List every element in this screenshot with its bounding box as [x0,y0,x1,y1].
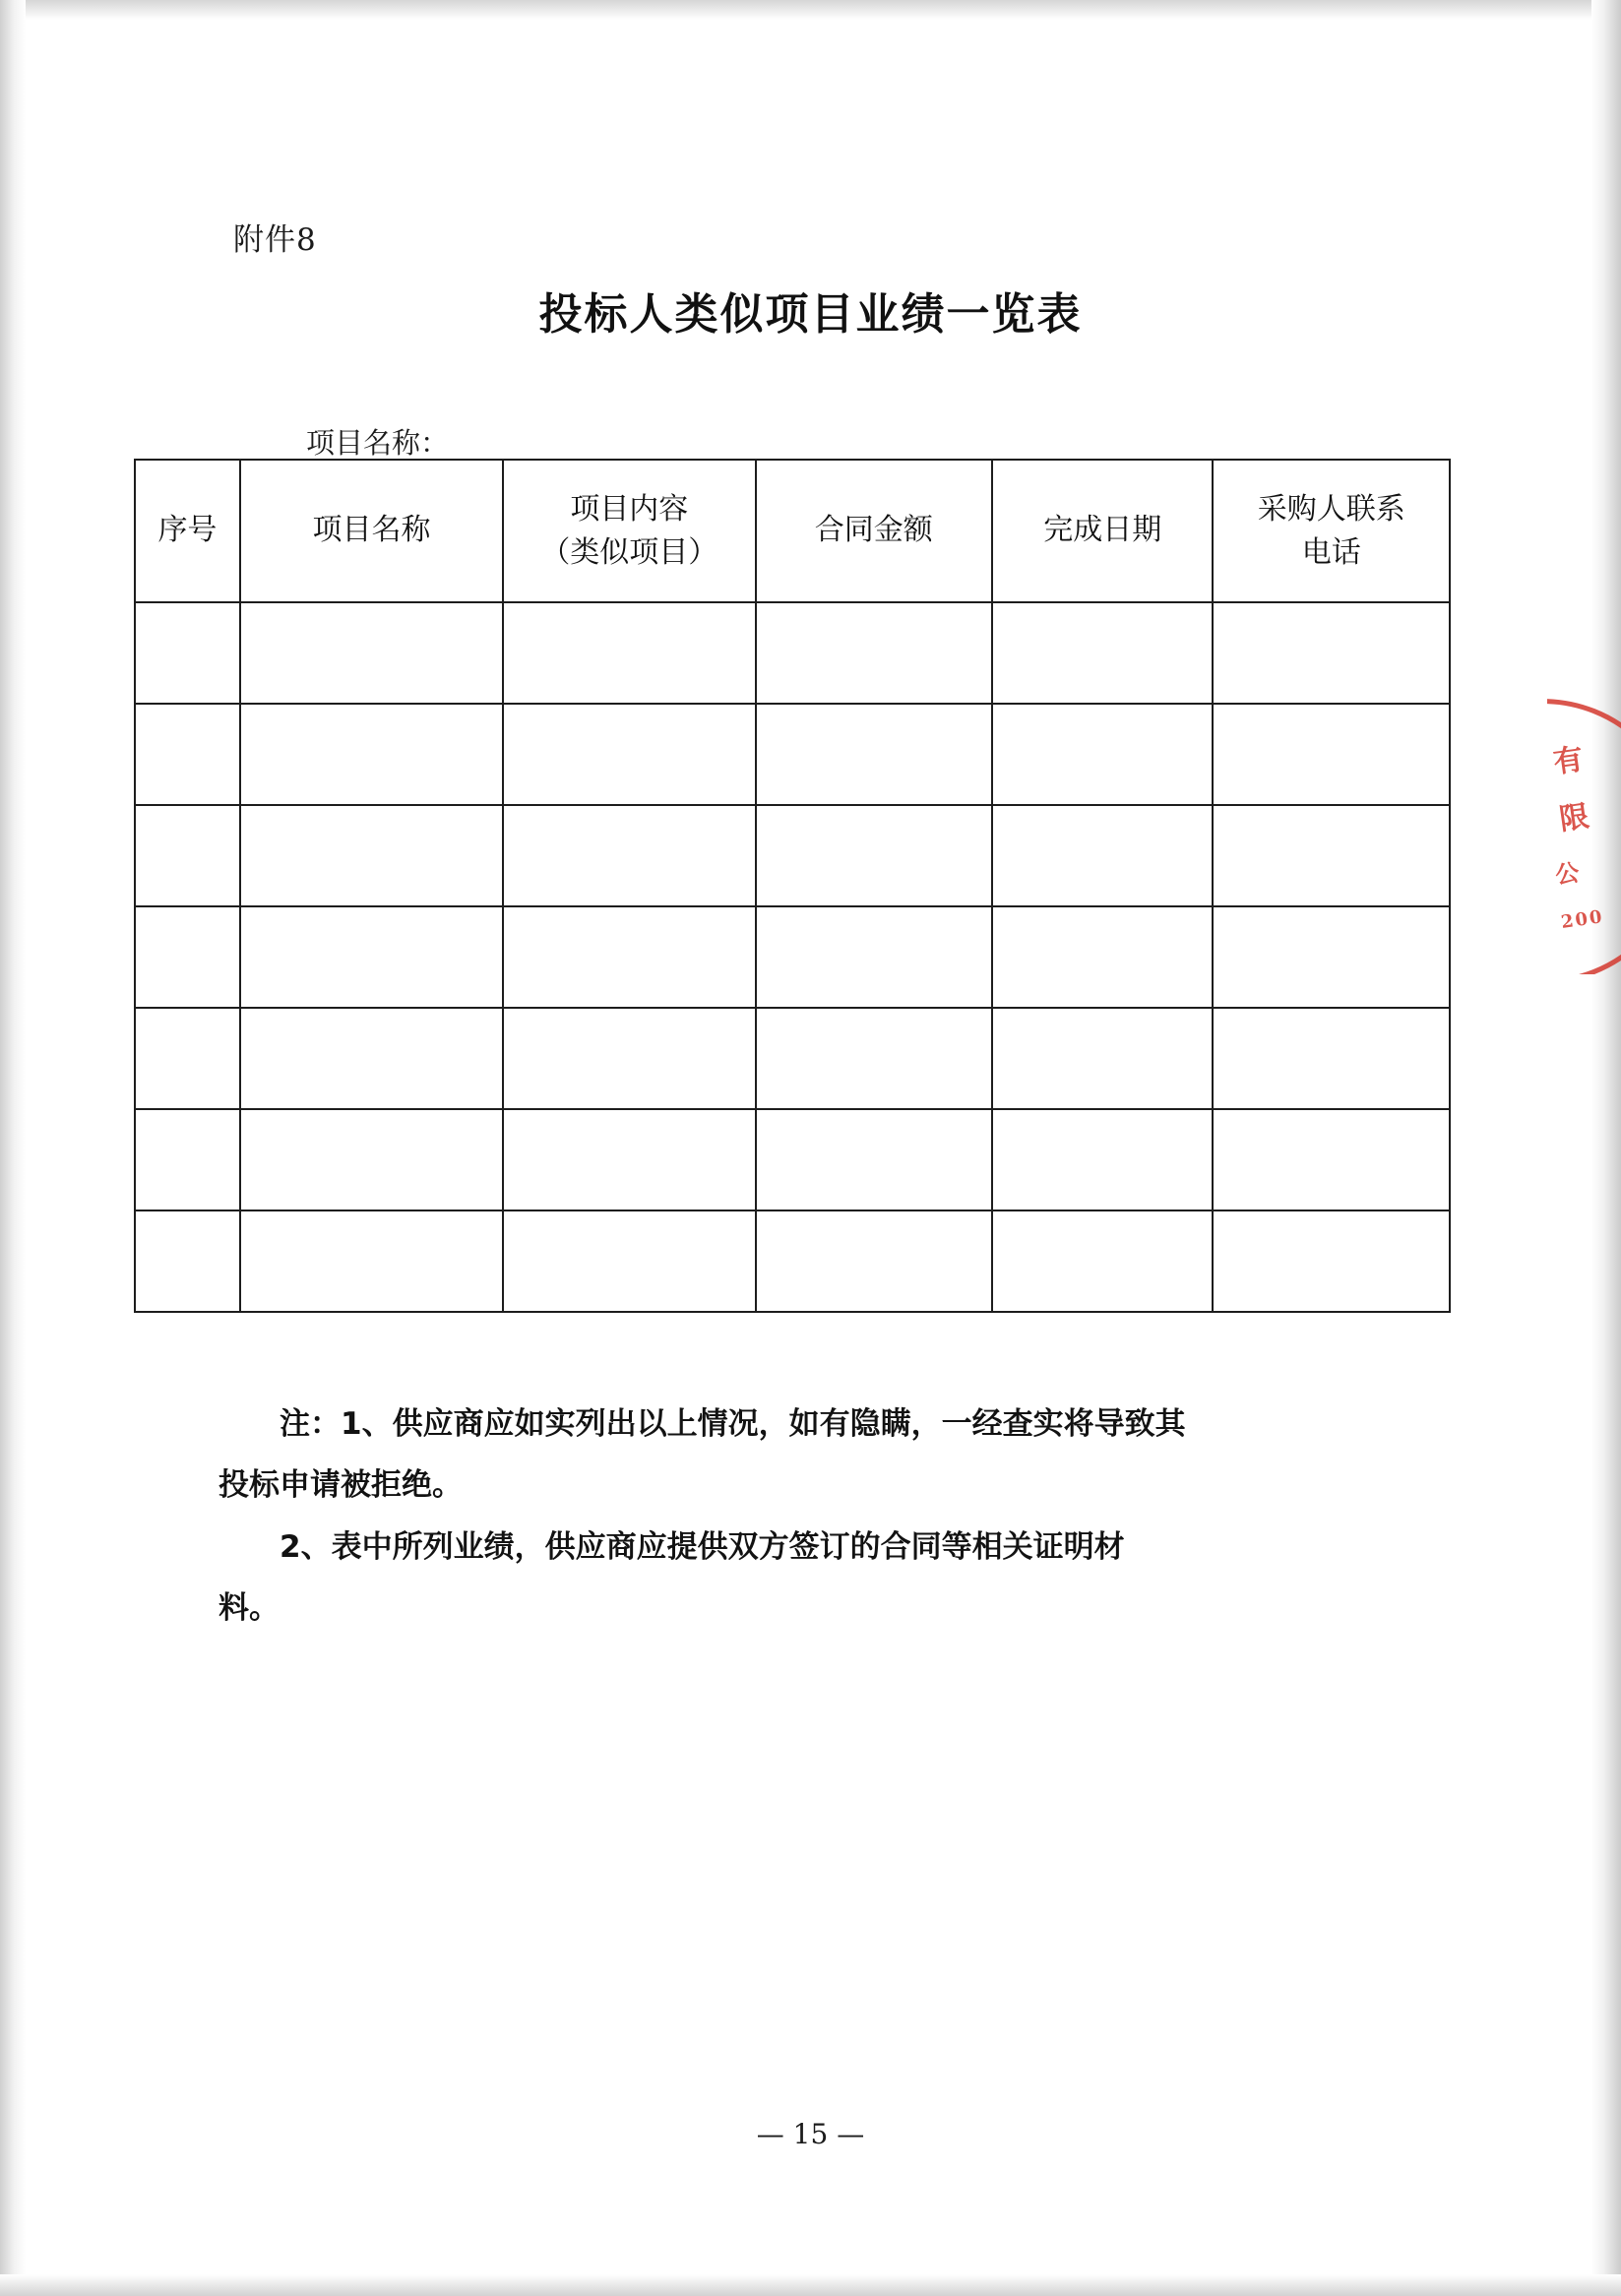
cell-buyer-contact-phone[interactable] [1213,602,1450,704]
cell-completion-date[interactable] [992,906,1213,1008]
cell-contract-amount[interactable] [756,704,992,805]
cell-project-name[interactable] [240,704,503,805]
red-seal-stamp-icon [1547,699,1621,974]
table-row [135,1008,1450,1109]
seal-glyph-3: 公 [1553,857,1582,890]
seal-glyph-2: 限 [1557,799,1591,838]
performance-table [134,459,1451,1313]
cell-buyer-contact-phone[interactable] [1213,1109,1450,1210]
project-name-field-label: 项目名称： [306,426,450,460]
cell-index[interactable] [135,805,240,906]
cell-buyer-contact-phone[interactable] [1213,704,1450,805]
table-row [135,805,1450,906]
note-line-4: 料。 [218,1589,280,1626]
table-header-contract-amount [756,460,992,602]
cell-index[interactable] [135,1109,240,1210]
table-header-row [135,460,1450,602]
note-line-2: 投标申请被拒绝。 [218,1467,463,1504]
page-title: 投标人类似项目业绩一览表 [538,289,1083,340]
seal-glyph-4: 200 [1559,906,1605,933]
cell-completion-date[interactable] [992,1210,1213,1312]
table-header-project-content [503,460,756,602]
cell-project-name[interactable] [240,1210,503,1312]
table-header-buyer-contact-line1: 采购人联系 [1257,492,1405,527]
cell-completion-date[interactable] [992,704,1213,805]
cell-buyer-contact-phone[interactable] [1213,1210,1450,1312]
notes-block [218,1397,1400,1643]
cell-completion-date[interactable] [992,1008,1213,1109]
cell-contract-amount[interactable] [756,805,992,906]
table-header-index-text: 序号 [157,513,218,548]
cell-project-content[interactable] [503,805,756,906]
attachment-label: 附件8 [233,222,317,258]
table-row [135,1109,1450,1210]
cell-completion-date[interactable] [992,1109,1213,1210]
cell-index[interactable] [135,906,240,1008]
cell-contract-amount[interactable] [756,1210,992,1312]
table-header-index [135,460,240,602]
table-header-buyer-contact-phone [1213,460,1450,602]
table-header-completion-date-text: 完成日期 [1043,513,1162,548]
cell-buyer-contact-phone[interactable] [1213,1008,1450,1109]
cell-project-name[interactable] [240,602,503,704]
cell-index[interactable] [135,1008,240,1109]
cell-contract-amount[interactable] [756,1109,992,1210]
table-row [135,1210,1450,1312]
table-body [135,602,1450,1312]
cell-index[interactable] [135,1210,240,1312]
cell-project-content[interactable] [503,602,756,704]
note-line-1: 注：1、供应商应如实列出以上情况，如有隐瞒，一经查实将导致其 [280,1406,1186,1442]
table-header-project-content-line2: （类似项目） [540,534,718,570]
cell-contract-amount[interactable] [756,602,992,704]
cell-project-name[interactable] [240,1008,503,1109]
cell-completion-date[interactable] [992,602,1213,704]
cell-index[interactable] [135,704,240,805]
cell-project-content[interactable] [503,1109,756,1210]
cell-project-name[interactable] [240,906,503,1008]
cell-contract-amount[interactable] [756,906,992,1008]
table-header-contract-amount-text: 合同金额 [814,513,933,548]
cell-completion-date[interactable] [992,805,1213,906]
cell-project-content[interactable] [503,1210,756,1312]
table-header-project-name [240,460,503,602]
note-line-3: 2、表中所列业绩，供应商应提供双方签订的合同等相关证明材 [280,1528,1125,1565]
cell-buyer-contact-phone[interactable] [1213,805,1450,906]
cell-project-content[interactable] [503,1008,756,1109]
table-header-project-content-line1: 项目内容 [570,492,689,527]
page-number: — 15 — [756,2118,865,2150]
seal-glyph-1: 有 [1551,742,1586,780]
cell-contract-amount[interactable] [756,1008,992,1109]
cell-project-name[interactable] [240,1109,503,1210]
cell-project-content[interactable] [503,704,756,805]
table-header-project-name-text: 项目名称 [312,513,431,548]
cell-project-name[interactable] [240,805,503,906]
table-row [135,906,1450,1008]
table-header-completion-date [992,460,1213,602]
table-row [135,602,1450,704]
cell-buyer-contact-phone[interactable] [1213,906,1450,1008]
cell-index[interactable] [135,602,240,704]
table-header-buyer-contact-line2: 电话 [1301,534,1361,570]
cell-project-content[interactable] [503,906,756,1008]
table-row [135,704,1450,805]
